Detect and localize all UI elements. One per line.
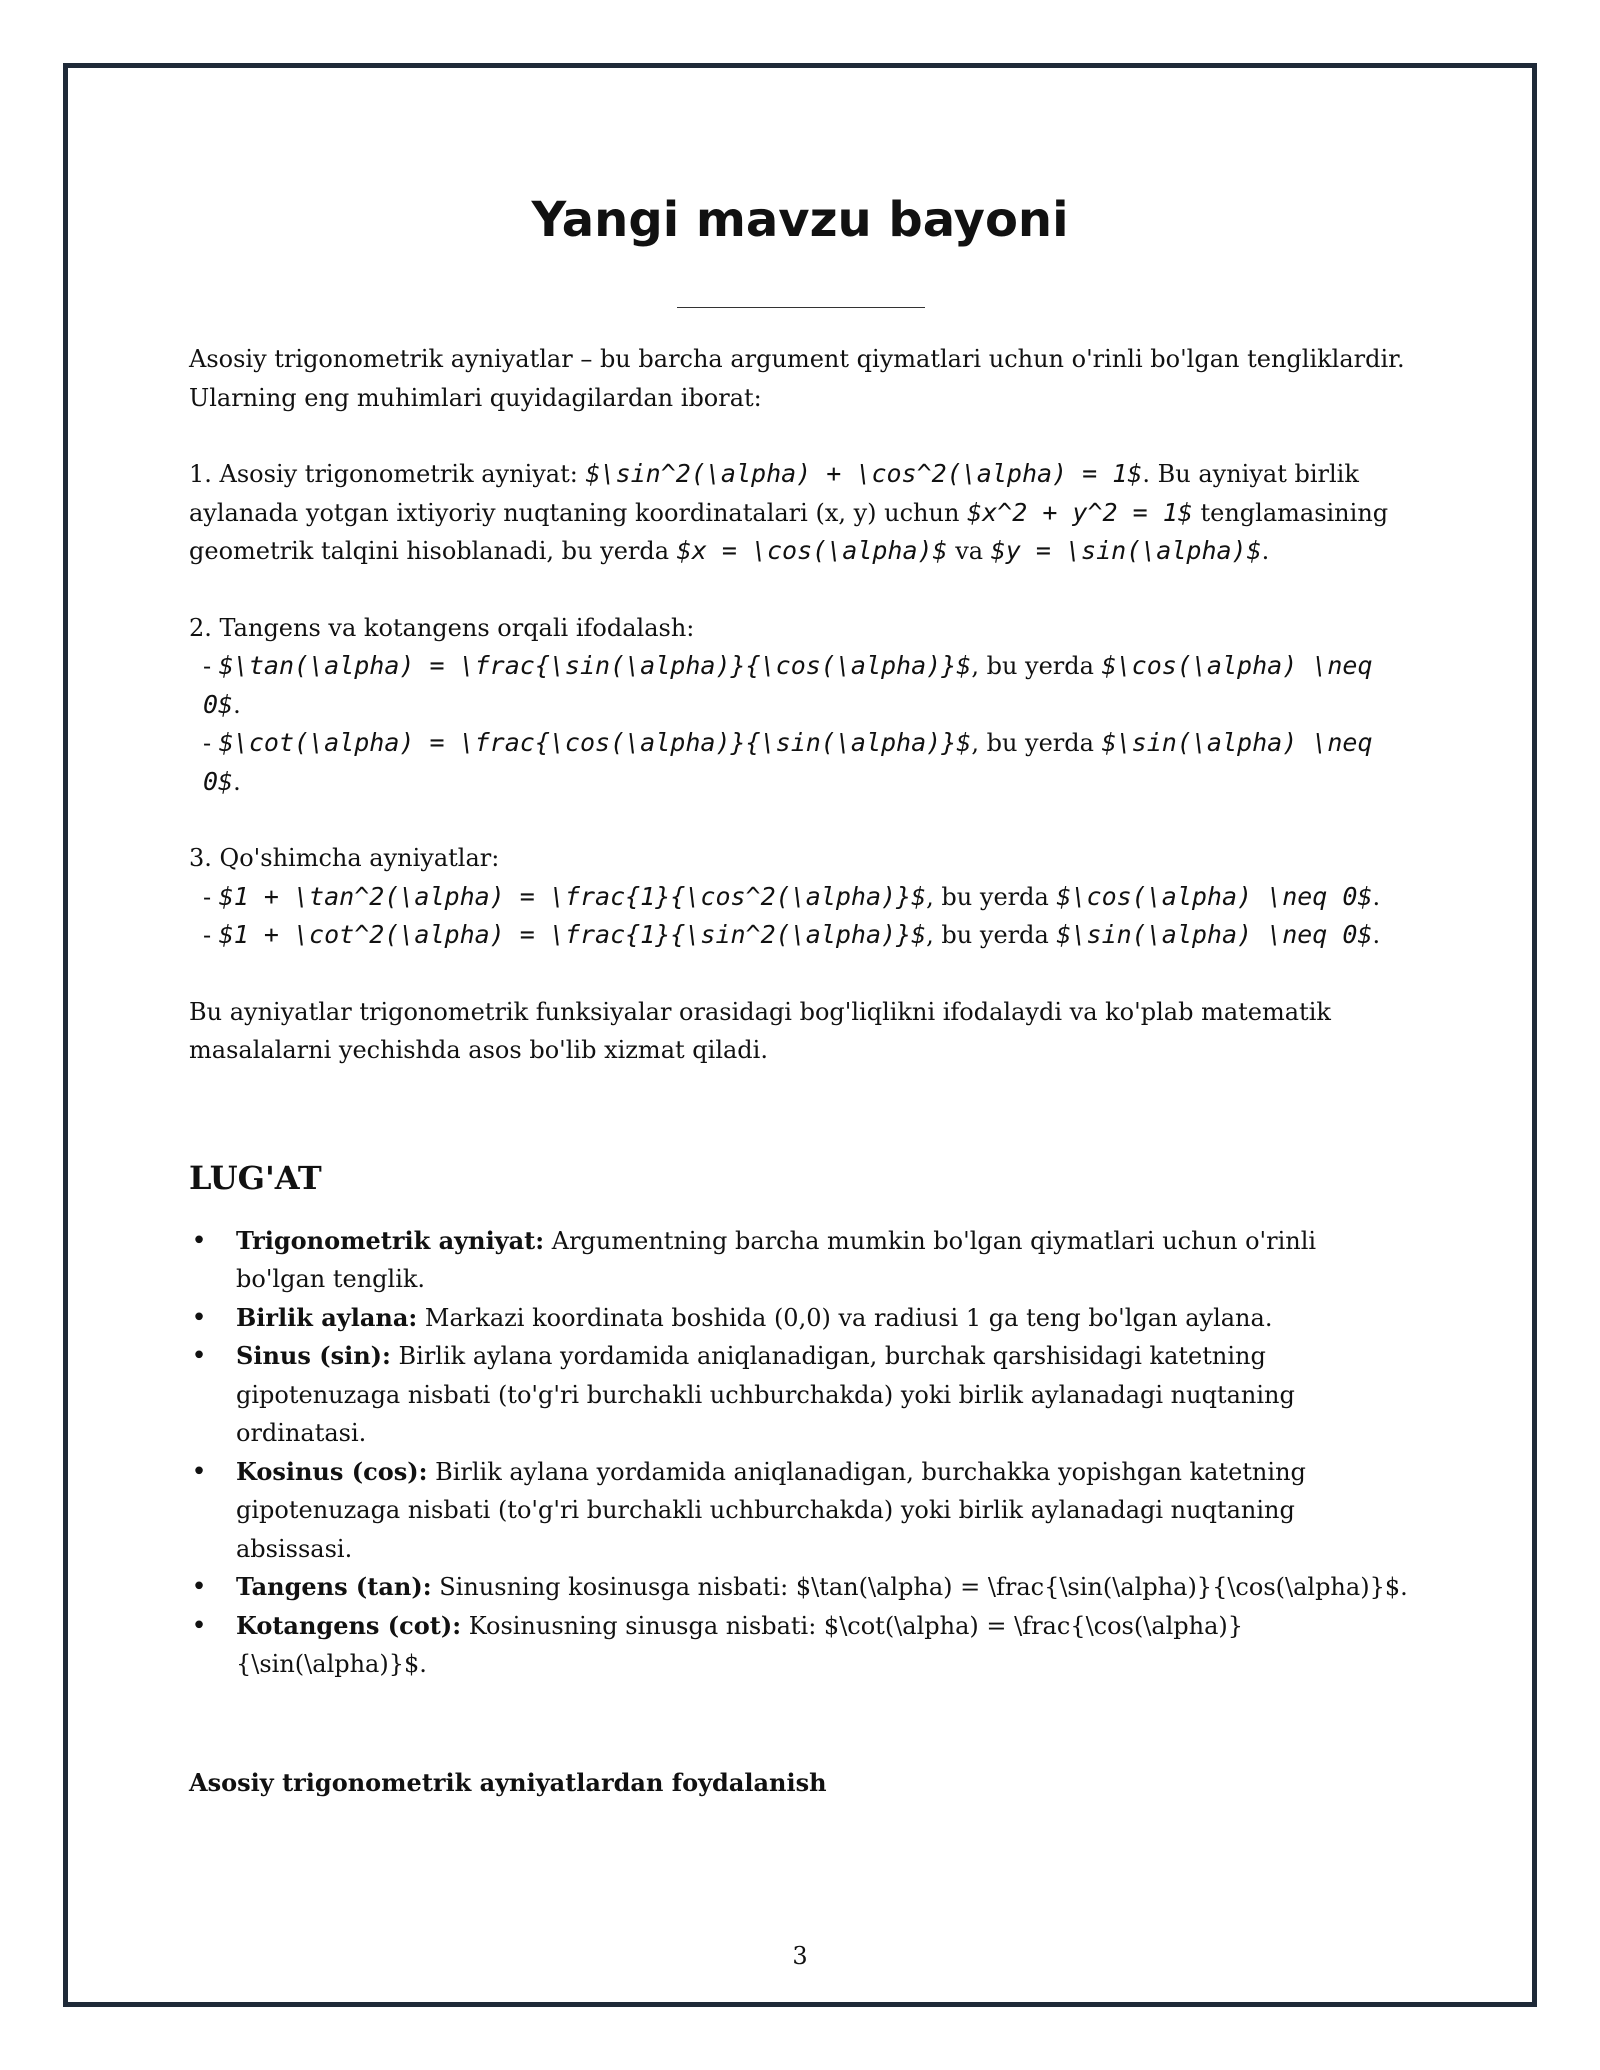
math-formula: $\cot(\alpha) = \frac{\cos(\alpha)}{\sin(\alpha)}$ — [218, 728, 972, 757]
page-title: Yangi mavzu bayoni — [531, 192, 1069, 248]
text-segment: . — [233, 767, 241, 796]
glossary-definition: Markazi koordinata boshida (0,0) va radiusi 1 ga teng bo'lgan aylana. — [417, 1303, 1273, 1332]
glossary-definition: Birlik aylana yordamida aniqlanadigan, burchakka yopishgan katetning gipotenuzaga nisbati (to'g'ri burchakli uchburchakda) yoki birlik aylanadagi nuqtaning absissasi. — [236, 1457, 1306, 1563]
math-formula: $\sin^2(\alpha) + \cos^2(\alpha) = 1$ — [585, 459, 1143, 488]
glossary-term: Trigonometrik ayniyat: — [236, 1225, 545, 1255]
dash-marker: - — [203, 921, 219, 949]
title-divider — [677, 307, 925, 308]
text-segment: . — [1372, 882, 1381, 911]
dash-marker: - — [203, 882, 219, 911]
text-segment: . — [1261, 537, 1270, 565]
glossary-definition: Argumentning barcha mumkin bo'lgan qiymatlari uchun o'rinli bo'lgan tenglik. — [236, 1226, 1317, 1293]
text-segment: , bu yerda — [971, 652, 1102, 680]
identity-paragraph — [189, 455, 1409, 571]
list-item — [189, 1607, 1409, 1684]
formula-line — [189, 916, 1409, 955]
math-formula: $\tan(\alpha) = \frac{\sin(\alpha)}{\cos(\alpha)}$ — [218, 651, 972, 680]
math-formula: $x^2 + y^2 = 1$ — [967, 497, 1193, 527]
glossary-term: Kosinus (cos): — [236, 1456, 428, 1486]
glossary-term: Tangens (tan): — [236, 1572, 432, 1601]
glossary-definition: Kosinusning sinusga nisbati: $\cot(\alpha) = \frac{\cos(\alpha)}{\sin(\alpha)}$. — [236, 1611, 1244, 1678]
math-formula: $1 + \tan^2(\alpha) = \frac{1}{\cos^2(\alpha)}$ — [218, 881, 927, 911]
dash-marker: - — [203, 652, 219, 680]
text-segment: , bu yerda — [926, 921, 1057, 949]
section-subheading: Asosiy trigonometrik ayniyatlardan foydalanish — [189, 1767, 827, 1797]
formula-line — [189, 647, 1409, 724]
intro-paragraph: Asosiy trigonometrik ayniyatlar – bu barcha argument qiymatlari uchun o'rinli bo'lgan tengliklardir. Ularning eng muhimlari quyidagilardan iborat: — [189, 345, 1405, 412]
glossary-heading: LUG'AT — [189, 1158, 322, 1197]
text-segment: 1. Asosiy trigonometrik ayniyat: — [189, 460, 586, 488]
bullet-icon: • — [191, 1225, 207, 1256]
formula-line — [189, 878, 1409, 917]
glossary-list — [189, 1222, 1409, 1684]
conclusion-paragraph: Bu ayniyatlar trigonometrik funksiyalar orasidagi bog'liqlikni ifodalaydi va ko'plab matematik masalalarni yechishda asos bo'lib xizmat qiladi. — [189, 997, 1331, 1064]
text-segment: , bu yerda — [971, 729, 1102, 757]
glossary-definition: Birlik aylana yordamida aniqlanadigan, burchak qarshisidagi katetning gipotenuzaga nisbati (to'g'ri burchakli uchburchakda) yoki birlik aylanadagi nuqtaning ordinatasi. — [236, 1342, 1295, 1447]
text-segment: . — [233, 690, 241, 719]
section-heading: 3. Qo'shimcha ayniyatlar: — [189, 844, 500, 872]
list-item — [189, 1337, 1409, 1453]
list-item — [189, 1453, 1409, 1569]
math-formula: $\cos(\alpha) \neq 0$ — [1056, 881, 1373, 911]
bullet-icon: • — [191, 1302, 207, 1333]
glossary-term: Kotangens (cot): — [236, 1610, 462, 1640]
bullet-icon: • — [191, 1456, 207, 1487]
main-content — [189, 340, 1409, 1802]
text-segment: tenglamasining geometrik talqini hisoblanadi, bu yerda — [189, 498, 1389, 565]
dash-marker: - — [203, 729, 219, 757]
formula-line — [189, 724, 1409, 801]
math-formula: $1 + \cot^2(\alpha) = \frac{1}{\sin^2(\alpha)}$ — [218, 920, 927, 949]
math-formula: $\cos(\alpha) \neq 0$ — [203, 651, 1373, 719]
math-formula: $y = \sin(\alpha)$ — [990, 536, 1262, 565]
glossary-term: Sinus (sin): — [236, 1341, 391, 1370]
text-segment: . — [1372, 921, 1381, 949]
bullet-icon: • — [191, 1572, 207, 1602]
math-formula: $x = \cos(\alpha)$ — [676, 536, 948, 565]
glossary-definition: Sinusning kosinusga nisbati: $\tan(\alpha) = \frac{\sin(\alpha)}{\cos(\alpha)}$. — [431, 1573, 1408, 1601]
list-item — [189, 1222, 1409, 1299]
section-heading: 2. Tangens va kotangens orqali ifodalash: — [189, 613, 695, 642]
text-segment: va — [947, 537, 991, 565]
glossary-term: Birlik aylana: — [236, 1302, 418, 1332]
bullet-icon: • — [191, 1610, 207, 1641]
text-segment: , bu yerda — [926, 882, 1057, 911]
math-formula: $\sin(\alpha) \neq 0$ — [1056, 920, 1373, 949]
bullet-icon: • — [191, 1341, 207, 1371]
list-item — [189, 1299, 1409, 1338]
list-item — [189, 1568, 1409, 1607]
text-segment: . Bu ayniyat birlik aylanada yotgan ixtiyoriy nuqtaning koordinatalari (x, y) uchun — [189, 460, 1359, 527]
math-formula: $\sin(\alpha) \neq 0$ — [203, 728, 1373, 796]
page-number: 3 — [792, 1942, 808, 1970]
